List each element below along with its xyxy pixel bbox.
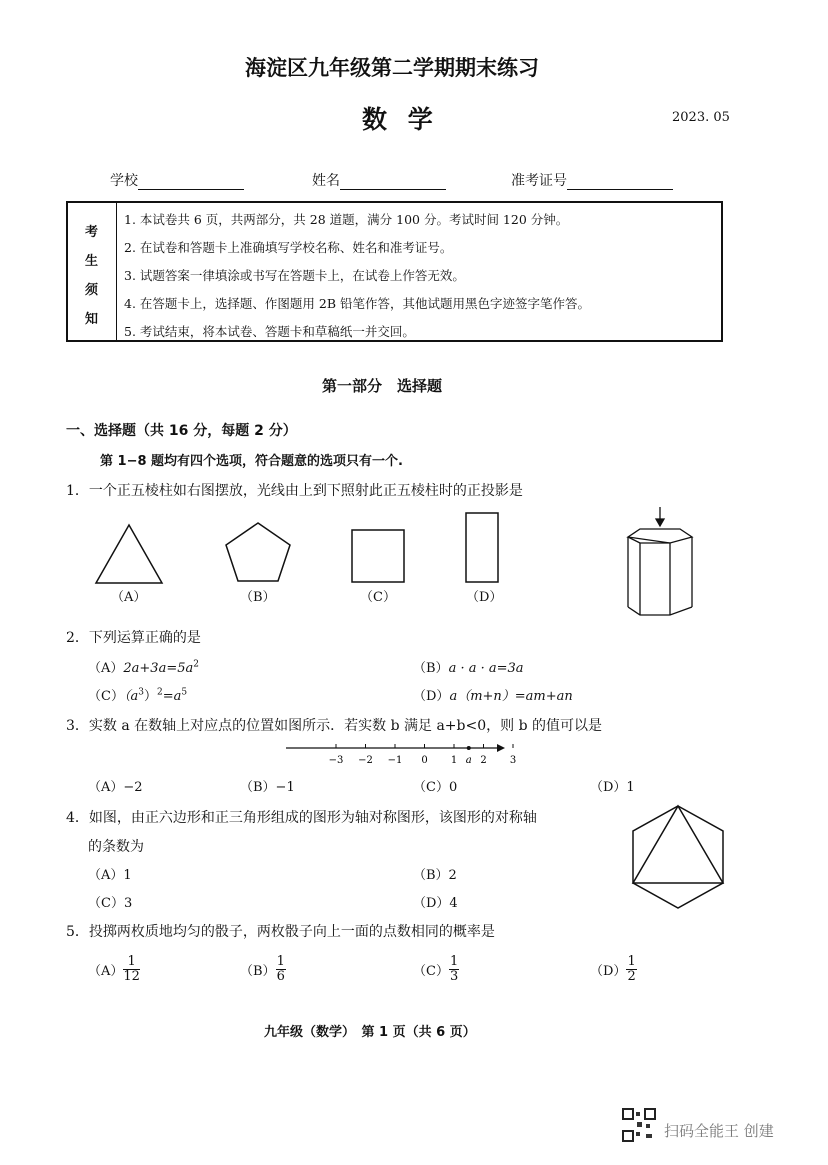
section-instruction: 第 1−8 题均有四个选项，符合题意的选项只有一个.	[100, 454, 403, 469]
q4-stem: 4．如图，由正六边形和正三角形组成的图形为轴对称图形，该图形的对称轴	[66, 810, 537, 826]
section-title: 一、选择题（共 16 分，每题 2 分）	[66, 423, 297, 439]
notice-item: 3. 试题答案一律填涂或书写在答题卡上，在试卷上作答无效。	[124, 268, 465, 283]
q3-stem: 3．实数 a 在数轴上对应点的位置如图所示．若实数 b 满足 a+b<0，则 b 的值可以是	[66, 718, 603, 734]
name-field[interactable]	[312, 170, 446, 190]
notice-item: 4. 在答题卡上，选择题、作图题用 2B 铅笔作答，其他试题用黑色字迹签字笔作答。	[124, 296, 590, 311]
q2-option-a[interactable]: $(A)2a+3a=5a^2$	[88, 659, 199, 676]
q5-stem: 5．投掷两枚质地均匀的骰子，两枚骰子向上一面的点数相同的概率是	[66, 924, 495, 940]
q2-stem: 2．下列运算正确的是	[66, 630, 201, 646]
number-line-tick-label: −2	[358, 755, 373, 766]
notice-box	[66, 201, 723, 342]
notice-char: 生	[85, 254, 99, 269]
q1-option-c[interactable]: （C）	[360, 590, 396, 605]
number-line-tick-label: −1	[387, 755, 403, 766]
qr-code-icon	[622, 1108, 656, 1142]
exam-id-label: 准考证号	[511, 173, 567, 189]
page-footer: 九年级（数学） 第 1 页（共 6 页）	[264, 1025, 476, 1040]
school-label: 学校	[110, 173, 138, 189]
rectangle-shape	[466, 513, 498, 582]
name-label: 姓名	[312, 173, 340, 189]
number-line-tick-label: −3	[328, 755, 344, 766]
q2-option-b[interactable]: （B）a · a · a=3a	[413, 661, 524, 676]
part-title: 第一部分 选择题	[322, 377, 443, 395]
number-line-tick-label: 3	[509, 755, 517, 766]
number-line-tick-label: 0	[421, 755, 428, 766]
point-a-label: a	[465, 755, 472, 766]
triangle-shape	[633, 806, 723, 883]
q5-option-d[interactable]: （D） $\frac{1}{2}$	[590, 954, 636, 984]
q1-option-a[interactable]: （A）	[111, 590, 147, 605]
school-field[interactable]	[110, 170, 244, 190]
pentagon-shape	[226, 523, 290, 581]
exam-title: 海淀区九年级第二学期期末练习	[245, 56, 539, 80]
square-shape	[352, 530, 404, 582]
q4-option-b[interactable]: （B）2	[413, 868, 457, 883]
q3-option-b[interactable]: （B）−1	[240, 780, 295, 795]
hexagon-shape	[633, 806, 723, 908]
number-line-tick-label: 2	[480, 755, 487, 766]
subject-title: 数 学	[362, 105, 439, 134]
notice-char: 考	[85, 225, 99, 240]
notice-char: 须	[85, 283, 99, 298]
q4-option-d[interactable]: （D）4	[413, 896, 458, 911]
q5-option-c[interactable]: （C） $\frac{1}{3}$	[413, 954, 459, 984]
q1-figures	[80, 505, 720, 620]
notice-item: 1. 本试卷共 6 页，共两部分，共 28 道题，满分 100 分。考试时间 120 分钟。	[124, 212, 569, 227]
q1-stem: 1．一个正五棱柱如右图摆放，光线由上到下照射此正五棱柱时的正投影是	[66, 483, 523, 499]
pentagonal-prism-shape	[628, 507, 692, 615]
q1-option-b[interactable]: （B）	[240, 590, 276, 605]
number-line-tick-label: 1	[450, 755, 458, 766]
exam-id-field[interactable]	[511, 170, 673, 190]
notice-item: 5. 考试结束，将本试卷、答题卡和草稿纸一并交回。	[124, 324, 415, 339]
point-a-marker	[467, 746, 471, 750]
exam-date: 2023. 05	[672, 110, 730, 125]
q4-hexagon-figure	[628, 800, 728, 912]
notice-item: 2. 在试卷和答题卡上准确填写学校名称、姓名和准考证号。	[124, 240, 453, 255]
q2-option-d[interactable]: （D）a（m+n）=am+an	[413, 689, 573, 704]
q4-stem-cont: 的条数为	[88, 839, 144, 855]
q5-option-b[interactable]: （B） $\frac{1}{6}$	[240, 954, 285, 984]
q3-option-a[interactable]: （A）−2	[88, 780, 143, 795]
notice-char: 知	[85, 312, 99, 327]
watermark-text: 扫码全能王 创建	[664, 1122, 774, 1140]
q1-option-d[interactable]: （D）	[466, 590, 503, 605]
q2-option-c[interactable]: $(C)(a^3)^2=a^5$	[88, 687, 188, 704]
q4-option-a[interactable]: （A）1	[88, 868, 132, 883]
q3-option-c[interactable]: （C）0	[413, 780, 458, 795]
q3-number-line	[282, 738, 517, 772]
triangle-shape	[96, 525, 162, 583]
notice-side-label	[68, 203, 117, 340]
q5-option-a[interactable]: （A） $\frac{1}{12}$	[88, 954, 140, 984]
q4-option-c[interactable]: （C）3	[88, 896, 133, 911]
q3-option-d[interactable]: （D）1	[590, 780, 635, 795]
